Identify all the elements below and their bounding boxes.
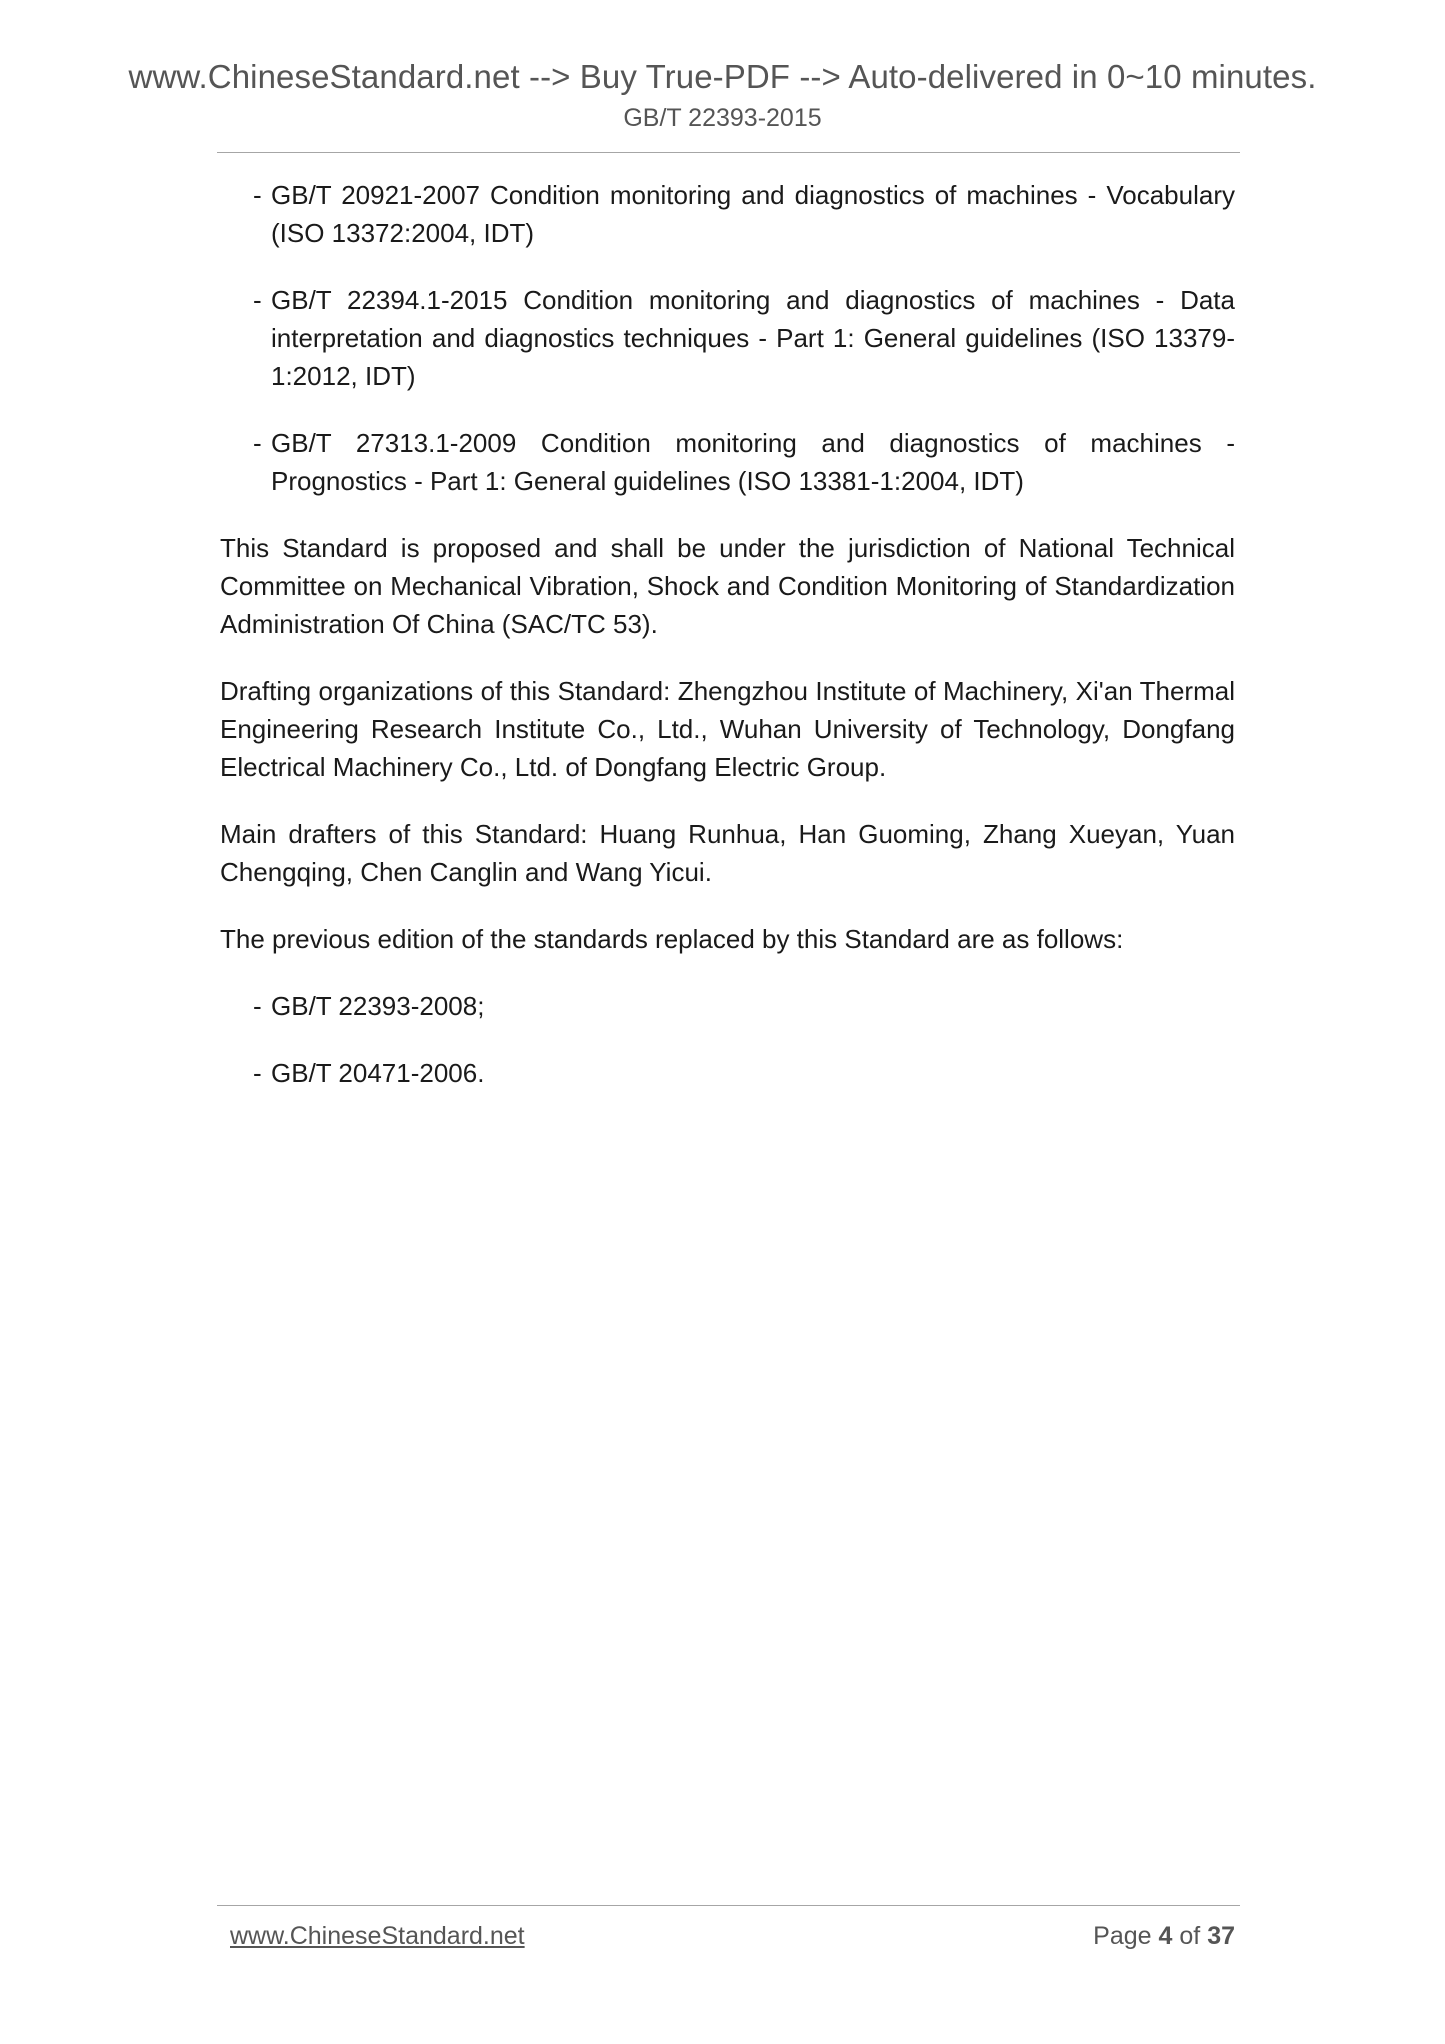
- footer-website-link[interactable]: www.ChineseStandard.net: [230, 1922, 525, 1950]
- page-body: [220, 176, 1235, 1121]
- bullet-dash: -: [253, 180, 262, 210]
- document-id-header: GB/T 22393-2015: [623, 104, 822, 132]
- drafting-organizations-paragraph: Drafting organizations of this Standard: Zhengzhou Institute of Machinery, Xi'an Thermal Engineering Research Institute Co., Ltd., Wuhan University of Technology, Dongfang Electrical Machinery Co., Ltd. of Dongfang Electric Group.: [220, 676, 1235, 782]
- purchase-banner: www.ChineseStandard.net --> Buy True-PDF --> Auto-delivered in 0~10 minutes.: [128, 58, 1317, 95]
- previous-edition-text: GB/T 20471-2006.: [271, 1058, 485, 1088]
- reference-text: GB/T 22394.1-2015 Condition monitoring and diagnostics of machines - Data interpretation and diagnostics techniques - Part 1: General guidelines (ISO 13379-1:2012, IDT): [271, 285, 1235, 391]
- current-page: 4: [1158, 1922, 1173, 1950]
- previous-edition-item: [220, 1054, 1235, 1092]
- reference-text: GB/T 20921-2007 Condition monitoring and diagnostics of machines - Vocabulary (ISO 13372:2004, IDT): [271, 180, 1235, 248]
- bullet-dash: -: [253, 1058, 262, 1088]
- reference-item: [220, 424, 1235, 500]
- total-pages: 37: [1207, 1922, 1235, 1950]
- reference-item: [220, 176, 1235, 252]
- previous-editions-intro: The previous edition of the standards replaced by this Standard are as follows:: [220, 924, 1124, 954]
- bullet-dash: -: [253, 285, 262, 315]
- page-number: [1093, 1922, 1235, 1951]
- reference-text: GB/T 27313.1-2009 Condition monitoring and diagnostics of machines - Prognostics - Part 1: General guidelines (ISO 13381-1:2004, IDT): [271, 428, 1235, 496]
- page-of-label: of: [1179, 1922, 1201, 1950]
- bullet-dash: -: [253, 991, 262, 1021]
- previous-edition-item: [220, 987, 1235, 1025]
- previous-edition-text: GB/T 22393-2008;: [271, 991, 485, 1021]
- reference-item: [220, 281, 1235, 395]
- jurisdiction-paragraph: This Standard is proposed and shall be under the jurisdiction of National Technical Committee on Mechanical Vibration, Shock and Condition Monitoring of Standardization Administration Of China (SAC/TC 53).: [220, 533, 1235, 639]
- header-divider: [217, 152, 1240, 153]
- bullet-dash: -: [253, 428, 262, 458]
- footer-divider: [217, 1905, 1240, 1906]
- page-label: Page: [1093, 1922, 1152, 1950]
- main-drafters-paragraph: Main drafters of this Standard: Huang Runhua, Han Guoming, Zhang Xueyan, Yuan Chengqing, Chen Canglin and Wang Yicui.: [220, 819, 1235, 887]
